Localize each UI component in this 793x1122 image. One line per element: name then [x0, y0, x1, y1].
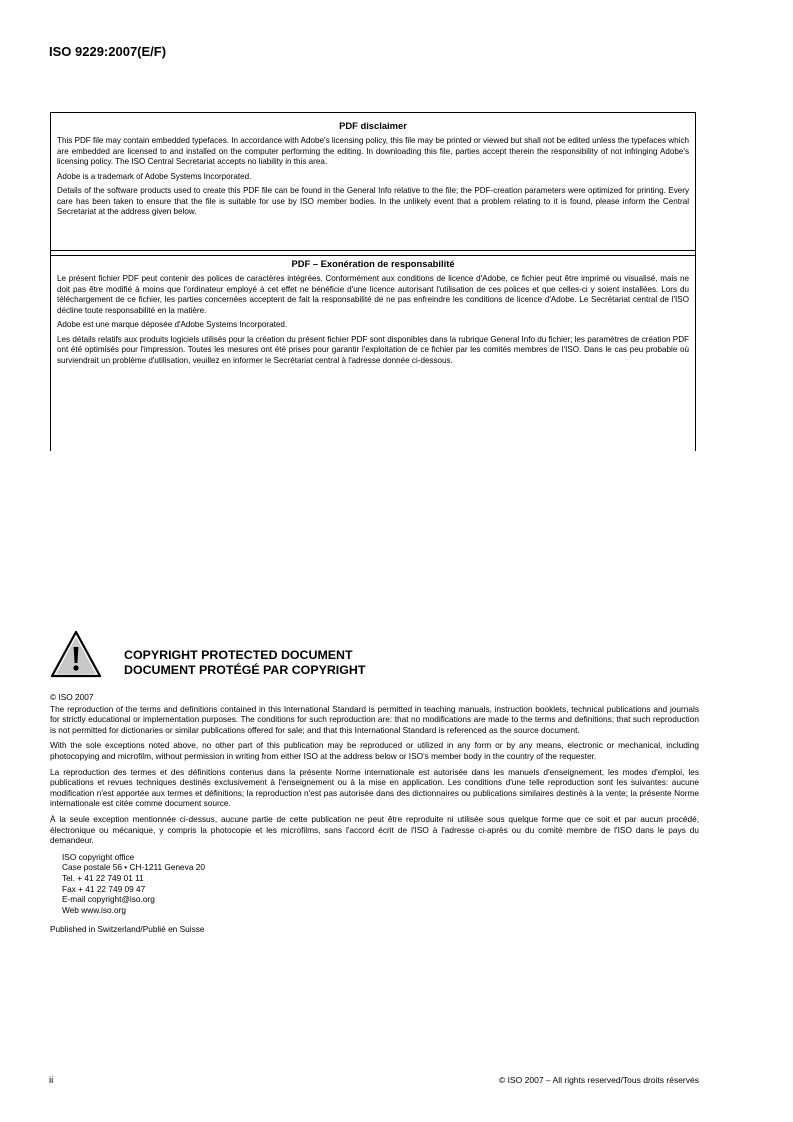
address-email[interactable]: E-mail copyright@iso.org — [62, 894, 155, 905]
disclaimer-paragraph: Details of the software products used to create this PDF file can be found in the General Info relative to the file; the PDF-creation parameters were optimized for printing. Every care has been taken to ensure that the file is suitable for use by ISO member bodies. In the unlikely event that a problem relating to it is found, please inform the Central Secretariat at the address given below. — [57, 186, 689, 216]
copyright-paragraph: La reproduction des termes et des définitions contenus dans la présente Norme internationale est autorisée dans les manuels d'enseignement, les modes d'emploi, les publications et revues techniques destinés exclusivement à l'enseignement ou à la mise en application. Les conditions d'une telle reproduction sont les suivantes: aucune modification n'est apportée aux termes et définitions; la reproduction n'est pas autorisée dans des dictionnaires ou publications similaires destinés à la vente; la présente Norme internationale est citée comme document source. — [50, 766, 699, 809]
copyright-paragraph: The reproduction of the terms and definitions contained in this International Standard is permitted in teaching manuals, instruction booklets, technical publications and journals for strictly educational or implementation purposes. The conditions for such reproduction are: that no modifications are made to the terms and definitions; that such reproduction is not permitted for dictionaries or similar publications offered for sale; and that this International Standard is referenced as the source document. — [50, 703, 699, 735]
copyright-paragraph: With the sole exceptions noted above, no other part of this publication may be reproduced or utilized in any form or by any means, electronic or mechanical, including photocopying and microfilm, without permission in writing from either ISO at the address below or ISO's member body in the country of the requester. — [50, 740, 699, 761]
address-web[interactable]: Web www.iso.org — [62, 904, 126, 915]
copyright-paragraph: À la seule exception mentionnée ci-dessus, aucune partie de cette publication ne peut être reproduite ni utilisée sous quelque forme que ce soit et par aucun procédé, électronique ou mécanique, y compris la photocopie et les microfilms, sans l'accord écrit de l'ISO à l'adresse ci-après ou du comité membre de l'ISO dans le pays du demandeur. — [50, 813, 699, 846]
copyright-year: © ISO 2007 — [50, 692, 94, 702]
disclaimer-fr-paragraph: Les détails relatifs aux produits logiciels utilisés pour la création du présent fichier PDF sont disponibles dans la rubrique General Info du fichier; les paramètres de création PDF ont été optimisés pour l'impression. Toutes les mesures ont été prises pour garantir l'exploitation de ce fichier par les comités membres de l'ISO. Dans le cas peu probable où surviendrait un problème d'utilisation, veuillez en informer le Secrétariat central à l'adresse donnée ci-dessous. — [57, 334, 689, 365]
copyright-title — [124, 648, 365, 678]
address-line: Tel. + 41 22 749 01 11 — [62, 872, 144, 883]
address-line: ISO copyright office — [62, 851, 135, 862]
address-line: Case postale 56 • CH-1211 Geneva 20 — [62, 862, 205, 873]
page-number: ii — [49, 1075, 54, 1086]
pdf-disclaimer-fr-box — [50, 250, 696, 451]
pdf-disclaimer-fr-title: PDF – Exonération de responsabilité — [291, 258, 455, 269]
disclaimer-fr-paragraph: Le présent fichier PDF peut contenir des polices de caractères intégrées. Conformément aux conditions de licence d'Adobe, ce fichier peut être imprimé ou visualisé, mais ne doit pas être modifié à moins que l'ordinateur employé à cet effet ne bénéficie d'une licence autorisant l'utilisation de ces polices et que celles-ci y soient installées. Lors du téléchargement de ce fichier, les parties concernées acceptent de fait la responsabilité de ne pas enfreindre les conditions de licence d'Adobe. Le Secrétariat central de l'ISO décline toute responsabilité en la matière. — [57, 274, 689, 315]
pdf-disclaimer-title: PDF disclaimer — [339, 120, 407, 131]
document-title: ISO 9229:2007(E/F) — [49, 44, 167, 59]
copyright-title-fr: DOCUMENT PROTÉGÉ PAR COPYRIGHT — [124, 663, 366, 677]
disclaimer-fr-paragraph: Adobe est une marque déposée d'Adobe Systems Incorporated. — [57, 320, 288, 329]
copyright-title-en: COPYRIGHT PROTECTED DOCUMENT — [124, 648, 353, 662]
pdf-disclaimer-box — [50, 112, 696, 256]
iso-address — [62, 852, 699, 916]
copyright-body — [50, 692, 699, 934]
footer-rights: © ISO 2007 – All rights reserved/Tous droits réservés — [499, 1075, 699, 1085]
disclaimer-paragraph: This PDF file may contain embedded typefaces. In accordance with Adobe's licensing policy, this file may be printed or viewed but shall not be edited unless the typefaces which are embedded are licensed to and installed on the computer performing the editing. In downloading this file, parties accept therein the responsibility of not infringing Adobe's licensing policy. The ISO Central Secretariat accepts no liability in this area. — [57, 136, 689, 166]
published-note: Published in Switzerland/Publié en Suisse — [50, 924, 205, 935]
disclaimer-paragraph: Adobe is a trademark of Adobe Systems Incorporated. — [57, 171, 252, 181]
warning-triangle-icon — [50, 630, 102, 678]
address-line: Fax + 41 22 749 09 47 — [62, 883, 146, 894]
